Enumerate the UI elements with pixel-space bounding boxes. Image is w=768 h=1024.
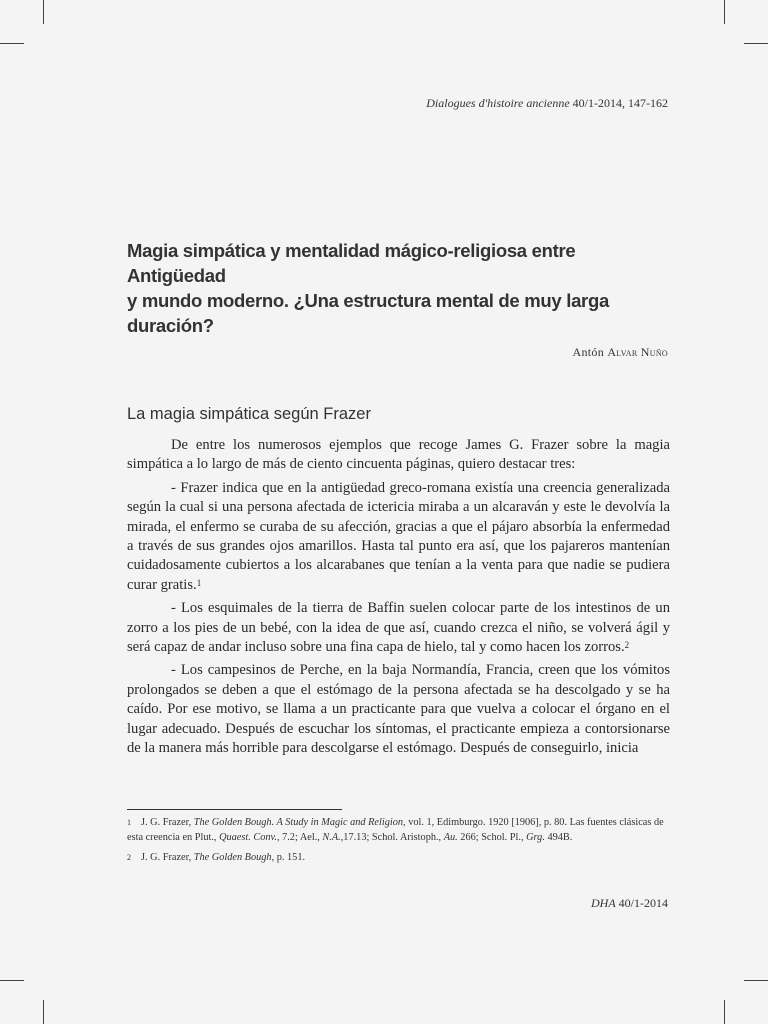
footnote-ref[interactable]: 1	[196, 577, 202, 588]
footnote: $^1$ J. G. Frazer, The Golden Bough. A Study in Magic and Religion, vol. 1, Edimburgo. 1920 [1906], p. 80. Las fuentes clásicas de esta creencia en Plut., Quaest. Conv., 7.2; Ael., N.A.,17.13; Schol. Aristoph., Au. 266; Schol. Pl., Grg. 494B.	[127, 817, 664, 843]
footnote-number: 1	[127, 818, 131, 827]
section-heading: La magia simpática según Frazer	[127, 405, 371, 423]
crop-mark	[724, 1000, 725, 1024]
author-family-name: Alvar Nuño	[607, 345, 668, 359]
article-title-line: y mundo moderno. ¿Una estructura mental de muy larga duración?	[127, 290, 609, 336]
footnote-number: 2	[127, 853, 131, 862]
article-title-line: Magia simpática y mentalidad mágico-religiosa entre Antigüedad	[127, 240, 576, 286]
page-footer	[591, 896, 668, 911]
crop-mark	[43, 0, 44, 24]
running-head-issue: 40/1-2014, 147-162	[572, 96, 668, 110]
running-head	[426, 96, 668, 111]
footnote-ref[interactable]: 2	[624, 640, 630, 651]
body-text	[127, 436, 670, 763]
footnotes	[127, 815, 670, 870]
paragraph: - Frazer indica que en la antigüedad greco-romana existía una creencia generalizada según la cual si una persona afectada de ictericia miraba a un alcaraván y este le devolvía la mirada, el enfermo se curaba de su afección, gracias a que el pájaro absorbía la enfermedad a través de sus grandes ojos amarillos. Hasta tal punto era así, que los pajareros mantenían cuidadosamente cubiertos a los alcarabanes que tenían a la venta para que nadie se pudiera curar gratis.$^1$	[127, 479, 670, 593]
paragraph: De entre los numerosos ejemplos que recoge James G. Frazer sobre la magia simpática a lo largo de más de ciento cincuenta páginas, quiero destacar tres:	[127, 437, 670, 473]
footer-issue: 40/1-2014	[618, 896, 668, 910]
crop-mark	[0, 980, 24, 981]
crop-mark	[0, 43, 24, 44]
crop-mark	[744, 980, 768, 981]
author	[573, 345, 669, 360]
paragraph: - Los campesinos de Perche, en la baja Normandía, Francia, creen que los vómitos prolongados se deben a que el estómago de la persona afectada se ha descolgado y se ha caído. Por ese motivo, se llama a un practicante para que vuelva a colocar el órgano en el lugar adecuado. Después de escuchar los síntomas, el practicante empieza a contorsionarse de la manera más horrible para descolgarse el estómago. Después de conseguirlo, inicia	[127, 662, 670, 757]
crop-mark	[724, 0, 725, 24]
crop-mark	[744, 43, 768, 44]
crop-mark	[43, 1000, 44, 1024]
footnote-rule	[127, 809, 342, 810]
author-given-name: Antón	[572, 345, 604, 359]
article-title	[127, 238, 672, 338]
footer-journal: DHA	[590, 896, 616, 910]
footnote: $^2$ J. G. Frazer, The Golden Bough, p. 151.	[127, 852, 306, 863]
running-head-journal: Dialogues d'histoire ancienne	[426, 96, 570, 110]
paragraph: - Los esquimales de la tierra de Baffin suelen colocar parte de los intestinos de un zorro a los pies de un bebé, con la idea de que así, cuando crezca el niño, se volverá ágil y será capaz de andar incluso sobre una fina capa de hielo, tal y como hacen los zorros.$^2$	[127, 600, 670, 656]
